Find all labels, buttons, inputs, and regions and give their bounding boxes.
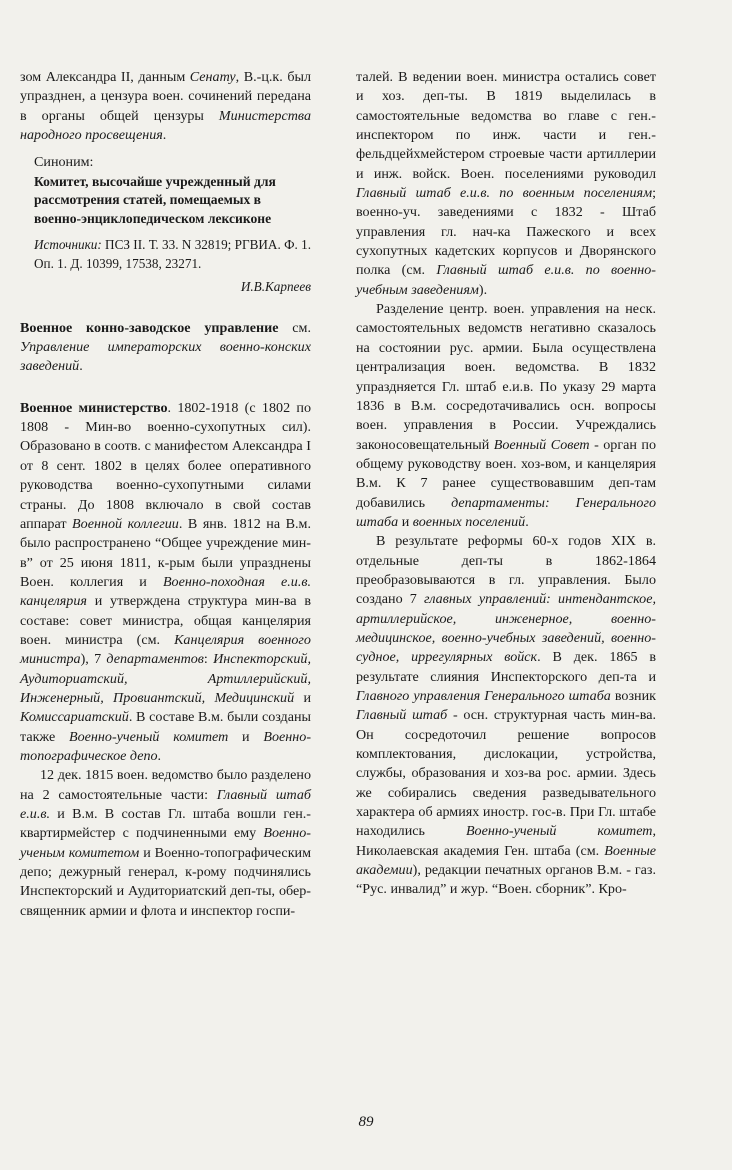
entry-konno-zavodskoe: Военное конно-заводское управление см. Управление императорских военно-конских заведений. bbox=[20, 319, 311, 375]
sources: Источники: ПСЗ II. Т. 33. N 32819; РГВИА. Ф. 1. Оп. 1. Д. 10399, 17538, 23271. bbox=[34, 237, 311, 271]
paragraph-reform-60s: В результате реформы 60-х годов XIX в. отдельные деп-ты в 1862-1864 преобразовываются в гл. управления. Было создано 7 главных управлений: интендантское, артиллерийское, инженерное, военно-медицинское, военно-учебных заведений, военно-судное, иррегулярных войск. В дек. 1865 в результате слияния Инспекторского деп-та и Главного управления Генерального штаба возник Главный штаб - осн. структурная часть мин-ва. Он сосредоточил решение вопросов комплектования, дислокации, устройства, службы, образования и хоз-ва рос. армии. Здесь же собирались сведения разведывательного характера об армиях иностр. гос-в. При Гл. штабе находились Военно-ученый комитет, Николаевская академия Ген. штаба (см. Военные академии), редакции печатных органов В.м. - газ. “Рус. инвалид” и жур. “Воен. сборник”. Кро- bbox=[356, 533, 657, 898]
paragraph-1815: 12 дек. 1815 воен. ведомство было разделено на 2 самостоятельные части: Главный штаб е.и.в. и В.м. В состав Гл. штаба вошли ген.-квартирмейстер с подчиненными ему Военно-ученым комитетом и Военно-топографическим депо; дежурный генерал, к-рому подчинялись Инспекторский и Аудиториатский деп-ты, обер-священник армии и флота и инспектор госпи- bbox=[20, 767, 311, 919]
page-number: 89 bbox=[358, 1114, 374, 1130]
intro-paragraph: зом Александра II, данным Сенату, В.-ц.к. был упразднен, а цензура воен. сочинений передана в органы общей цензуры Министерства народного просвещения. bbox=[20, 69, 311, 144]
right-column bbox=[356, 68, 656, 900]
synonym-label: Синоним: bbox=[34, 154, 94, 171]
paragraph-continuation: талей. В ведении воен. министра остались совет и хоз. деп-ты. В 1819 выделилась в самостоятельные ведомства во главе с ген.-инспектором по инж. части и ген.-фельдцейхмейстером строевые части артиллерии и инж. войск. Воен. поселениями руководил Главный штаб е.и.в. по военным поселениям; военно-уч. заведениями с 1832 - Штаб управления гл. нач-ка Пажеского и всех сухопутных кадетских корпусов и Дворянского полка (см. Главный штаб е.и.в. по военно-учебным заведениям). bbox=[356, 69, 656, 298]
left-column bbox=[20, 68, 311, 921]
author-signature: И.В.Карпеев bbox=[240, 279, 311, 295]
entry-voennoe-ministerstvo: Военное министерство. 1802-1918 (с 1802 по 1808 - Мин-во военно-сухопутных сил). Образовано в соотв. с манифестом Александра I от 8 сент. 1802 в целях более оперативного руководства военно-сухопутными силами страны. До 1808 включало в свой состав аппарат Военной коллегии. В янв. 1812 на В.м. было распространено “Общее учреждение мин-в” от 25 июня 1811, к-рым были упразднены Воен. коллегия и Военно-походная е.и.в. канцелярия и утверждена структура мин-ва в составе: совет министра, общая канцелярия воен. министра (см. Канцелярия военного министра), 7 департаментов: Инспекторский, Аудиториатский, Артиллерийский, Инженерный, Провиантский, Медицинский и Комиссариатский. В составе В.м. были созданы также Военно-ученый комитет и Военно-топографическое депо. bbox=[20, 399, 312, 764]
synonym-title: Комитет, высочайше учрежденный для рассмотрения статей, помещаемых в военно-энциклопедическом лексиконе bbox=[34, 173, 276, 226]
paragraph-centralization: Разделение центр. воен. управления на неск. самостоятельных ведомств негативно сказалось на состоянии рус. армии. Была осуществлена централизация воен. ведомства. В 1832 упраздняется Гл. штаб е.и.в. По указу 29 марта 1836 в В.м. сосредотачивались осн. вопросы воен. управления в России. Учреждались законосовещательный Военный Совет - орган по общему руководству воен. хоз-вом, и канцелярия В.м. К 7 ранее существовавшим деп-там добавились департаменты: Генерального штаба и военных поселений. bbox=[356, 301, 656, 530]
